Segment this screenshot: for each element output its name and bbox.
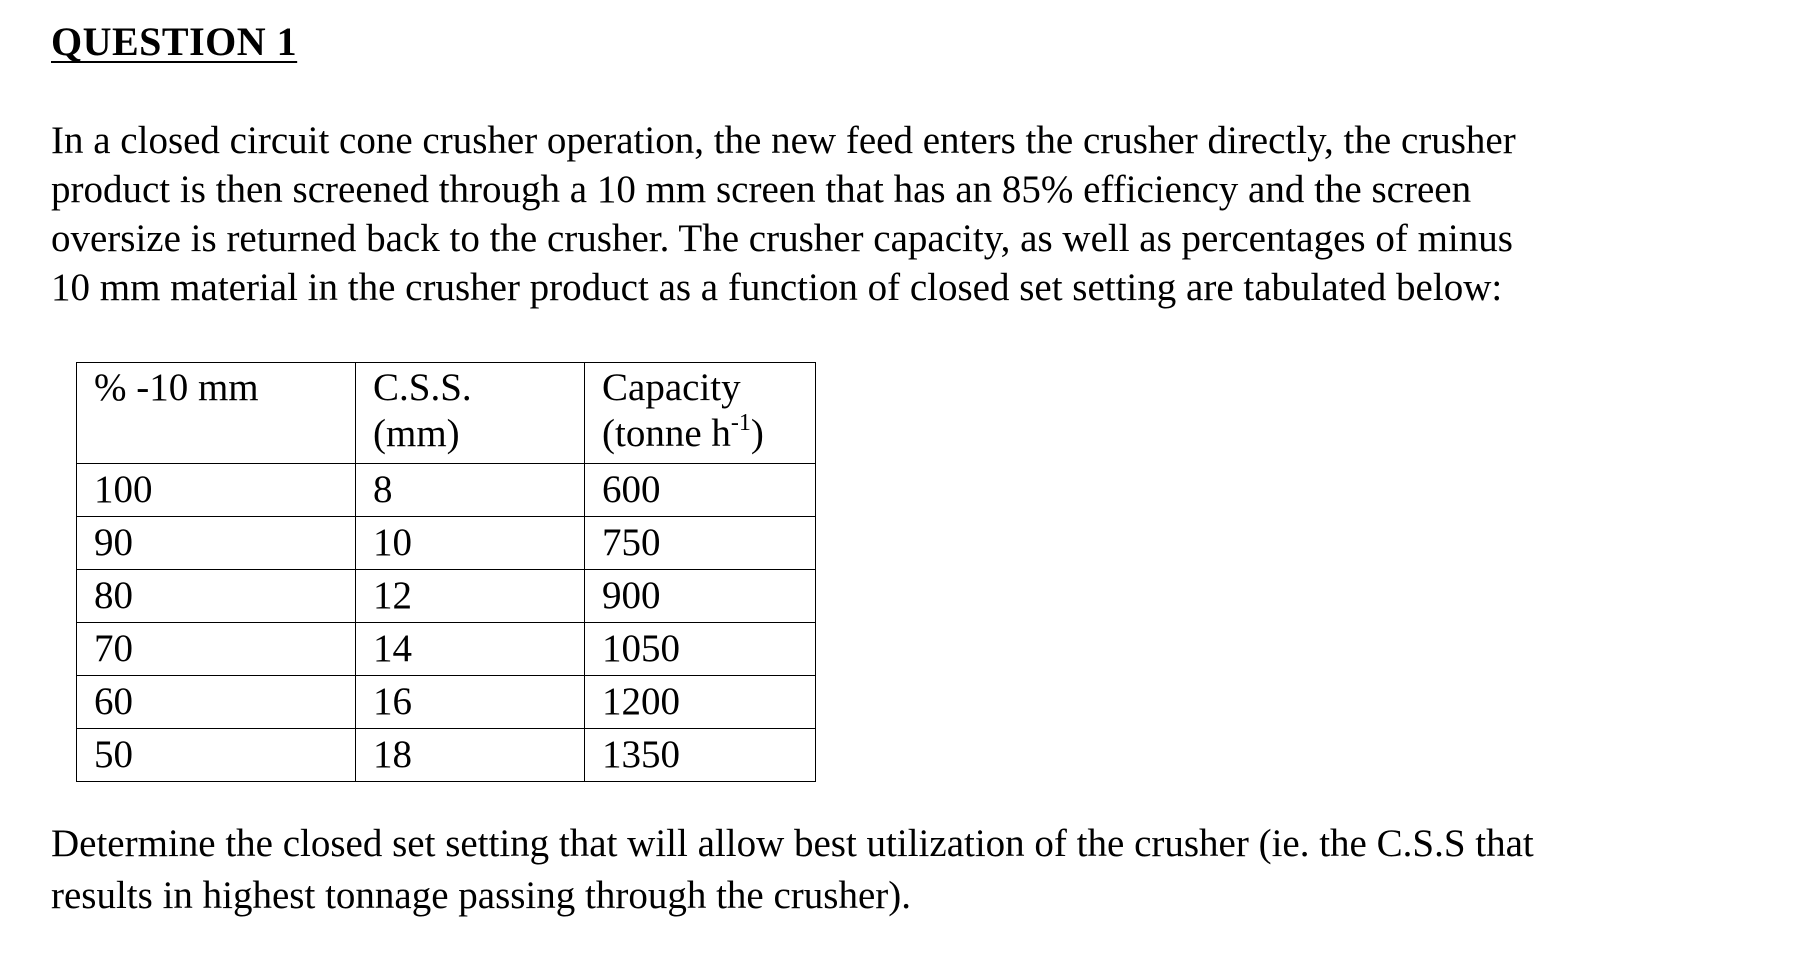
intro-paragraph	[51, 116, 1771, 312]
question-paragraph	[51, 818, 1791, 922]
cell-css: 14	[356, 623, 585, 676]
cell-css: 16	[356, 676, 585, 729]
header-css: C.S.S. (mm)	[356, 363, 585, 464]
table-header-row	[77, 363, 816, 464]
cell-css: 8	[356, 464, 585, 517]
table-row	[77, 676, 816, 729]
cell-css: 12	[356, 570, 585, 623]
header-capacity: Capacity (tonne $h^{-1}$)	[585, 363, 816, 464]
table-row	[77, 729, 816, 782]
cell-percent: 50	[77, 729, 356, 782]
cell-percent: 90	[77, 517, 356, 570]
intro-line: In a closed circuit cone crusher operation, the new feed enters the crusher directly, the crusher	[51, 119, 1516, 162]
question-line: Determine the closed set setting that will allow best utilization of the crusher (ie. the C.S.S that	[51, 822, 1534, 865]
cell-percent: 60	[77, 676, 356, 729]
cell-percent: 70	[77, 623, 356, 676]
cell-capacity: 1050	[585, 623, 816, 676]
cell-capacity: 900	[585, 570, 816, 623]
intro-line: product is then screened through a 10 mm screen that has an 85% efficiency and the screen	[51, 168, 1472, 211]
question-heading: QUESTION 1	[51, 19, 298, 64]
question-line: results in highest tonnage passing through the crusher).	[51, 874, 911, 917]
cell-css: 10	[356, 517, 585, 570]
table-row	[77, 623, 816, 676]
cell-capacity: 750	[585, 517, 816, 570]
cell-percent: 100	[77, 464, 356, 517]
intro-line: oversize is returned back to the crusher. The crusher capacity, as well as percentages of minus	[51, 217, 1513, 260]
cell-css: 18	[356, 729, 585, 782]
cell-capacity: 1200	[585, 676, 816, 729]
table-row	[77, 570, 816, 623]
crusher-data-table	[76, 362, 816, 782]
unit-exponent: -1	[730, 410, 751, 436]
header-percent-minus-10mm: % -10 mm	[77, 363, 356, 464]
table-row	[77, 464, 816, 517]
intro-line: 10 mm material in the crusher product as a function of closed set setting are tabulated below:	[51, 266, 1503, 309]
cell-capacity: 1350	[585, 729, 816, 782]
table-row	[77, 517, 816, 570]
cell-percent: 80	[77, 570, 356, 623]
cell-capacity: 600	[585, 464, 816, 517]
